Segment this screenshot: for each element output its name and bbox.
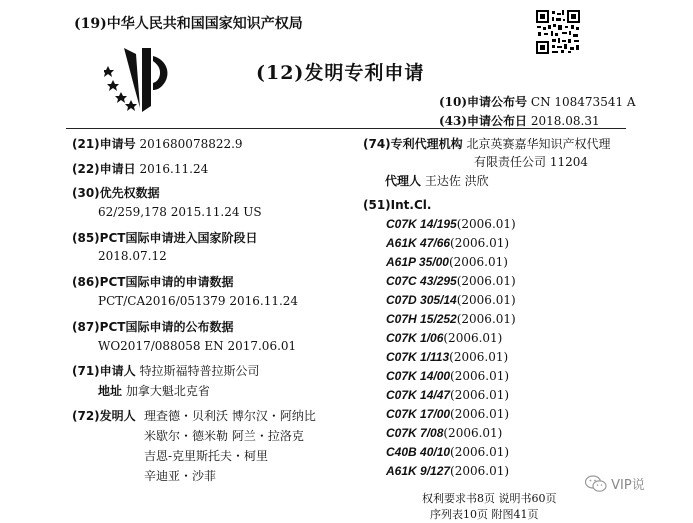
priority-label: (30)优先权数据 — [72, 186, 160, 200]
app-no: 201680078822.9 — [139, 137, 243, 151]
ipc-class: C07D 305/14(2006.01) — [386, 293, 516, 307]
applicant-label: (71)申请人 — [72, 364, 136, 378]
watermark — [585, 474, 645, 493]
watermark-text: VIP说 — [611, 478, 645, 493]
document-type: (12)发明专利申请 — [256, 62, 425, 84]
pct-entry-date: 2018.07.12 — [98, 249, 167, 263]
inventor-line: 吉恩-克里斯托夫・柯里 — [144, 449, 269, 463]
inventor-line: 辛迪亚・沙菲 — [144, 469, 217, 483]
header-divider — [66, 128, 626, 129]
ipc-class: C40B 40/10(2006.01) — [386, 445, 510, 459]
inventor-label: (72)发明人 — [72, 409, 136, 423]
inventor-line: 理查德・贝利沃 博尔汉・阿纳比 — [144, 409, 316, 423]
ipc-class: C07K 14/195(2006.01) — [386, 217, 516, 231]
app-date-label: (22)申请日 — [72, 162, 136, 176]
app-date: 2016.11.24 — [139, 162, 209, 176]
ipc-class: C07C 43/295(2006.01) — [386, 274, 516, 288]
pct-entry-label: (85)PCT国际申请进入国家阶段日 — [72, 231, 258, 245]
wechat-icon — [585, 475, 607, 493]
ipc-class: C07K 1/113(2006.01) — [386, 350, 509, 364]
pub-date-label: (43)申请公布日 — [439, 114, 528, 128]
priority-data: 62/259,178 2015.11.24 US — [98, 205, 262, 219]
ipc-class: A61P 35/00(2006.01) — [386, 255, 508, 269]
ipc-class: A61K 9/127(2006.01) — [386, 464, 510, 478]
page-count-line1: 权利要求书8页 说明书60页 — [422, 492, 557, 505]
app-no-label: (21)申请号 — [72, 137, 136, 151]
ipc-class: C07K 14/47(2006.01) — [386, 388, 510, 402]
office-name: (19)中华人民共和国国家知识产权局 — [74, 16, 303, 32]
pct-pub-data: WO2017/088058 EN 2017.06.01 — [98, 339, 297, 353]
agency-name-cont: 有限责任公司 11204 — [474, 155, 588, 169]
ipc-class: C07H 15/252(2006.01) — [386, 312, 516, 326]
page-count-line2: 序列表10页 附图41页 — [430, 508, 539, 521]
inventor-line: 米歇尔・德米勒 阿兰・拉洛克 — [144, 429, 304, 443]
ipc-class: C07K 14/00(2006.01) — [386, 369, 510, 383]
intcl-label: (51)Int.Cl. — [363, 198, 432, 212]
agent-names: 王达佐 洪欣 — [424, 174, 489, 188]
pub-no: CN 108473541 A — [530, 95, 636, 109]
ipc-class: C07K 7/08(2006.01) — [386, 426, 503, 440]
pub-date: 2018.08.31 — [530, 114, 600, 128]
pct-app-label: (86)PCT国际申请的申请数据 — [72, 275, 234, 289]
address: 加拿大魁北克省 — [125, 384, 210, 398]
agency-name: 北京英赛嘉华知识产权代理 — [466, 137, 611, 151]
pub-no-label: (10)申请公布号 — [439, 95, 528, 109]
agency-label: (74)专利代理机构 — [363, 137, 463, 151]
address-label: 地址 — [98, 384, 123, 398]
applicant: 特拉斯福特普拉斯公司 — [139, 364, 260, 378]
pct-pub-label: (87)PCT国际申请的公布数据 — [72, 320, 234, 334]
cnipa-emblem-icon — [104, 46, 174, 114]
ipc-class: A61K 47/66(2006.01) — [386, 236, 510, 250]
qr-code-icon — [535, 9, 581, 55]
ipc-class: C07K 17/00(2006.01) — [386, 407, 510, 421]
ipc-class: C07K 1/06(2006.01) — [386, 331, 503, 345]
pct-app-data: PCT/CA2016/051379 2016.11.24 — [98, 294, 299, 308]
agent-label: 代理人 — [385, 174, 422, 188]
